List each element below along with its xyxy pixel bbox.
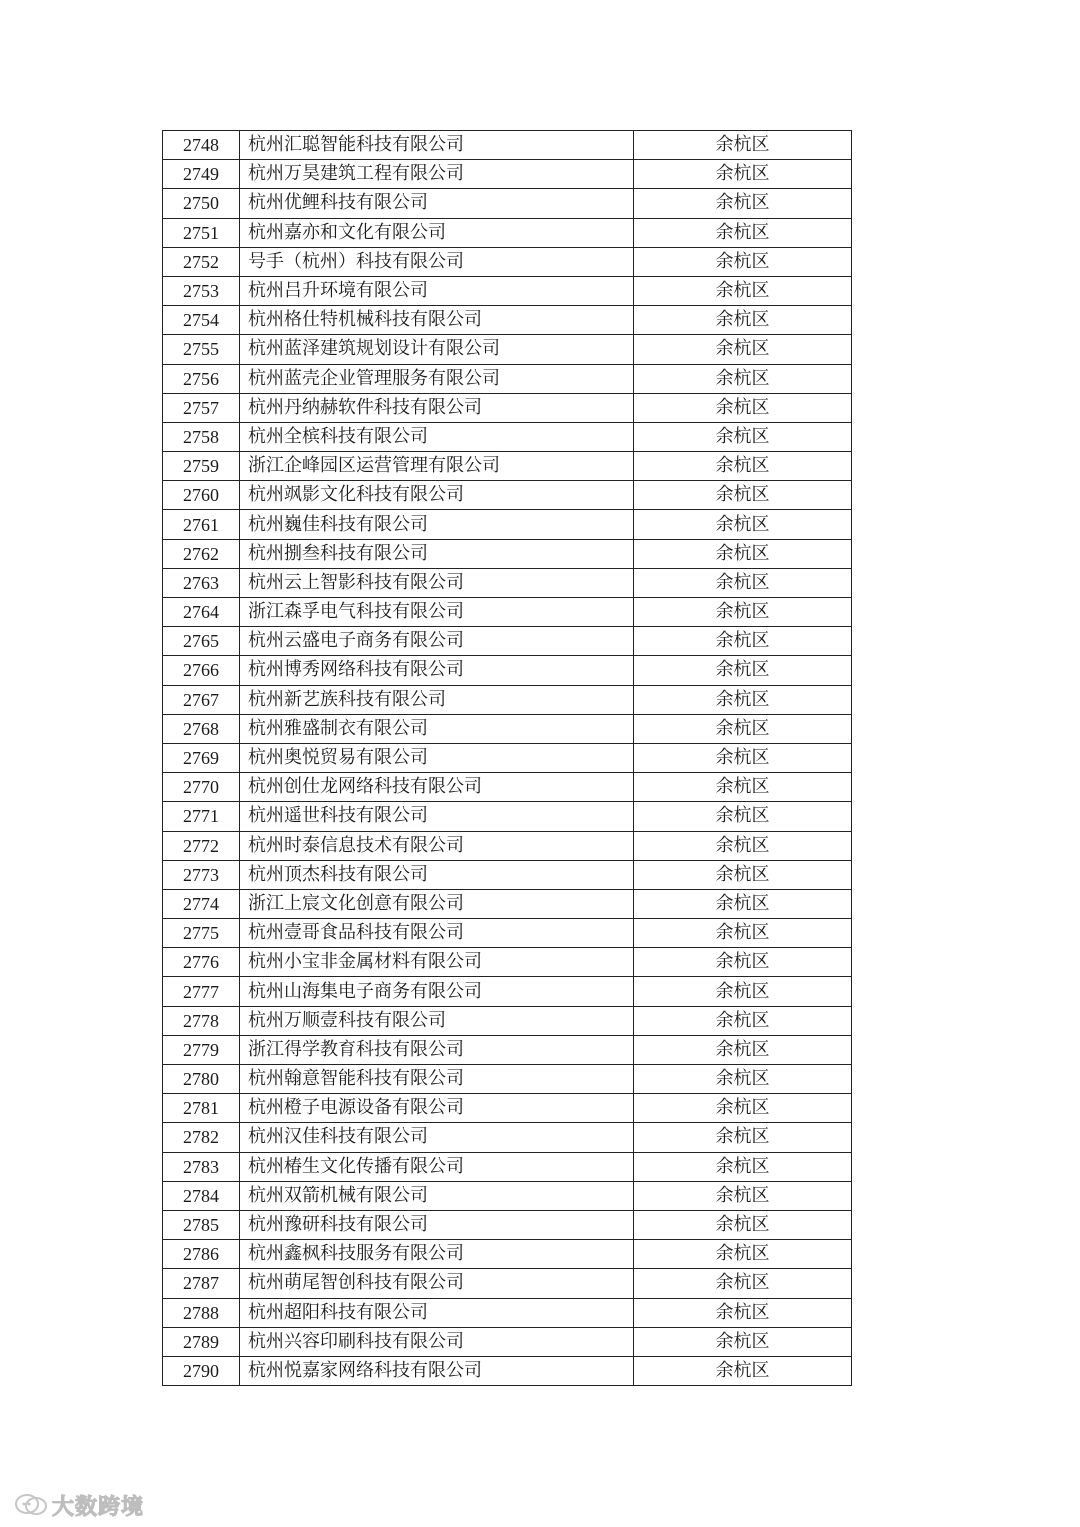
row-number-cell: 2785	[163, 1210, 240, 1239]
company-name-cell: 杭州小宝非金属材料有限公司	[240, 948, 634, 977]
company-name-cell: 杭州蓝泽建筑规划设计有限公司	[240, 335, 634, 364]
table-row	[163, 189, 852, 218]
company-name-cell: 杭州山海集电子商务有限公司	[240, 977, 634, 1006]
district-cell: 余杭区	[634, 714, 852, 743]
company-name-cell: 杭州顶杰科技有限公司	[240, 860, 634, 889]
district-cell: 余杭区	[634, 131, 852, 160]
company-name-cell: 杭州万昊建筑工程有限公司	[240, 160, 634, 189]
district-cell: 余杭区	[634, 1006, 852, 1035]
company-list-table	[162, 130, 852, 1386]
watermark-text: 大数跨境	[52, 1494, 145, 1520]
table-row	[163, 452, 852, 481]
district-cell: 余杭区	[634, 335, 852, 364]
company-name-cell: 杭州雅盛制衣有限公司	[240, 714, 634, 743]
table-row	[163, 889, 852, 918]
row-number-cell: 2751	[163, 218, 240, 247]
district-cell: 余杭区	[634, 1094, 852, 1123]
district-cell: 余杭区	[634, 1298, 852, 1327]
company-name-cell: 杭州蓝壳企业管理服务有限公司	[240, 364, 634, 393]
district-cell: 余杭区	[634, 1035, 852, 1064]
row-number-cell: 2753	[163, 276, 240, 305]
district-cell: 余杭区	[634, 1269, 852, 1298]
table-row	[163, 1181, 852, 1210]
row-number-cell: 2752	[163, 247, 240, 276]
district-cell: 余杭区	[634, 393, 852, 422]
table-row	[163, 539, 852, 568]
table-row	[163, 860, 852, 889]
row-number-cell: 2773	[163, 860, 240, 889]
table-row	[163, 802, 852, 831]
district-cell: 余杭区	[634, 1123, 852, 1152]
district-cell: 余杭区	[634, 948, 852, 977]
district-cell: 余杭区	[634, 1356, 852, 1385]
row-number-cell: 2790	[163, 1356, 240, 1385]
district-cell: 余杭区	[634, 189, 852, 218]
company-name-cell: 杭州双箭机械有限公司	[240, 1181, 634, 1210]
table-row	[163, 1269, 852, 1298]
district-cell: 余杭区	[634, 831, 852, 860]
company-name-cell: 杭州嘉亦和文化有限公司	[240, 218, 634, 247]
table-body	[163, 131, 852, 1386]
table-row	[163, 598, 852, 627]
district-cell: 余杭区	[634, 160, 852, 189]
district-cell: 余杭区	[634, 276, 852, 305]
table-row	[163, 510, 852, 539]
watermark	[14, 1490, 144, 1520]
table-row	[163, 1298, 852, 1327]
company-name-cell: 杭州飒影文化科技有限公司	[240, 481, 634, 510]
table-row	[163, 656, 852, 685]
company-name-cell: 杭州时泰信息技术有限公司	[240, 831, 634, 860]
company-name-cell: 杭州汉佳科技有限公司	[240, 1123, 634, 1152]
district-cell: 余杭区	[634, 1210, 852, 1239]
table-row	[163, 1123, 852, 1152]
row-number-cell: 2762	[163, 539, 240, 568]
company-name-cell: 浙江得学教育科技有限公司	[240, 1035, 634, 1064]
district-cell: 余杭区	[634, 1327, 852, 1356]
row-number-cell: 2749	[163, 160, 240, 189]
company-name-cell: 杭州汇聪智能科技有限公司	[240, 131, 634, 160]
table-row	[163, 1065, 852, 1094]
company-name-cell: 杭州格仕特机械科技有限公司	[240, 306, 634, 335]
row-number-cell: 2777	[163, 977, 240, 1006]
district-cell: 余杭区	[634, 1240, 852, 1269]
table-row	[163, 1152, 852, 1181]
row-number-cell: 2758	[163, 422, 240, 451]
row-number-cell: 2772	[163, 831, 240, 860]
row-number-cell: 2778	[163, 1006, 240, 1035]
district-cell: 余杭区	[634, 743, 852, 772]
table-row	[163, 218, 852, 247]
company-name-cell: 杭州全槟科技有限公司	[240, 422, 634, 451]
row-number-cell: 2779	[163, 1035, 240, 1064]
row-number-cell: 2750	[163, 189, 240, 218]
district-cell: 余杭区	[634, 510, 852, 539]
row-number-cell: 2786	[163, 1240, 240, 1269]
row-number-cell: 2776	[163, 948, 240, 977]
district-cell: 余杭区	[634, 773, 852, 802]
district-cell: 余杭区	[634, 481, 852, 510]
row-number-cell: 2783	[163, 1152, 240, 1181]
district-cell: 余杭区	[634, 218, 852, 247]
row-number-cell: 2754	[163, 306, 240, 335]
district-cell: 余杭区	[634, 452, 852, 481]
table-row	[163, 393, 852, 422]
district-cell: 余杭区	[634, 627, 852, 656]
company-name-cell: 杭州兴容印刷科技有限公司	[240, 1327, 634, 1356]
company-name-cell: 杭州优鲤科技有限公司	[240, 189, 634, 218]
company-name-cell: 杭州悦嘉家网络科技有限公司	[240, 1356, 634, 1385]
row-number-cell: 2770	[163, 773, 240, 802]
district-cell: 余杭区	[634, 364, 852, 393]
table-row	[163, 743, 852, 772]
row-number-cell: 2787	[163, 1269, 240, 1298]
district-cell: 余杭区	[634, 656, 852, 685]
company-name-cell: 杭州超阳科技有限公司	[240, 1298, 634, 1327]
table-row	[163, 1327, 852, 1356]
company-name-cell: 杭州奥悦贸易有限公司	[240, 743, 634, 772]
company-name-cell: 杭州萌尾智创科技有限公司	[240, 1269, 634, 1298]
row-number-cell: 2757	[163, 393, 240, 422]
table-row	[163, 627, 852, 656]
company-name-cell: 浙江企峰园区运营管理有限公司	[240, 452, 634, 481]
chat-bubble-logo-icon	[14, 1493, 48, 1517]
row-number-cell: 2769	[163, 743, 240, 772]
row-number-cell: 2766	[163, 656, 240, 685]
district-cell: 余杭区	[634, 1152, 852, 1181]
district-cell: 余杭区	[634, 977, 852, 1006]
table-row	[163, 831, 852, 860]
row-number-cell: 2760	[163, 481, 240, 510]
row-number-cell: 2774	[163, 889, 240, 918]
row-number-cell: 2765	[163, 627, 240, 656]
row-number-cell: 2748	[163, 131, 240, 160]
table-row	[163, 131, 852, 160]
company-name-cell: 号手（杭州）科技有限公司	[240, 247, 634, 276]
table-row	[163, 422, 852, 451]
row-number-cell: 2775	[163, 919, 240, 948]
company-name-cell: 杭州创仕龙网络科技有限公司	[240, 773, 634, 802]
table-row	[163, 1356, 852, 1385]
row-number-cell: 2781	[163, 1094, 240, 1123]
row-number-cell: 2768	[163, 714, 240, 743]
row-number-cell: 2755	[163, 335, 240, 364]
company-list-table-container	[162, 130, 851, 1386]
district-cell: 余杭区	[634, 247, 852, 276]
row-number-cell: 2788	[163, 1298, 240, 1327]
table-row	[163, 919, 852, 948]
district-cell: 余杭区	[634, 1065, 852, 1094]
table-row	[163, 364, 852, 393]
table-row	[163, 335, 852, 364]
company-name-cell: 浙江上宸文化创意有限公司	[240, 889, 634, 918]
table-row	[163, 568, 852, 597]
table-row	[163, 1210, 852, 1239]
table-row	[163, 276, 852, 305]
company-name-cell: 杭州新艺族科技有限公司	[240, 685, 634, 714]
district-cell: 余杭区	[634, 802, 852, 831]
table-row	[163, 306, 852, 335]
table-row	[163, 1240, 852, 1269]
row-number-cell: 2761	[163, 510, 240, 539]
company-name-cell: 杭州捌叁科技有限公司	[240, 539, 634, 568]
table-row	[163, 714, 852, 743]
row-number-cell: 2767	[163, 685, 240, 714]
table-row	[163, 1006, 852, 1035]
district-cell: 余杭区	[634, 860, 852, 889]
district-cell: 余杭区	[634, 306, 852, 335]
company-name-cell: 杭州吕升环境有限公司	[240, 276, 634, 305]
row-number-cell: 2780	[163, 1065, 240, 1094]
company-name-cell: 杭州万顺壹科技有限公司	[240, 1006, 634, 1035]
row-number-cell: 2771	[163, 802, 240, 831]
company-name-cell: 杭州鑫枫科技服务有限公司	[240, 1240, 634, 1269]
company-name-cell: 杭州壹哥食品科技有限公司	[240, 919, 634, 948]
district-cell: 余杭区	[634, 422, 852, 451]
row-number-cell: 2789	[163, 1327, 240, 1356]
row-number-cell: 2764	[163, 598, 240, 627]
district-cell: 余杭区	[634, 568, 852, 597]
district-cell: 余杭区	[634, 685, 852, 714]
company-name-cell: 杭州翰意智能科技有限公司	[240, 1065, 634, 1094]
company-name-cell: 浙江森孚电气科技有限公司	[240, 598, 634, 627]
table-row	[163, 1094, 852, 1123]
row-number-cell: 2759	[163, 452, 240, 481]
company-name-cell: 杭州云上智影科技有限公司	[240, 568, 634, 597]
company-name-cell: 杭州巍佳科技有限公司	[240, 510, 634, 539]
district-cell: 余杭区	[634, 1181, 852, 1210]
table-row	[163, 773, 852, 802]
row-number-cell: 2784	[163, 1181, 240, 1210]
table-row	[163, 685, 852, 714]
table-row	[163, 247, 852, 276]
row-number-cell: 2782	[163, 1123, 240, 1152]
district-cell: 余杭区	[634, 919, 852, 948]
company-name-cell: 杭州遥世科技有限公司	[240, 802, 634, 831]
district-cell: 余杭区	[634, 539, 852, 568]
table-row	[163, 1035, 852, 1064]
company-name-cell: 杭州橙子电源设备有限公司	[240, 1094, 634, 1123]
table-row	[163, 948, 852, 977]
company-name-cell: 杭州云盛电子商务有限公司	[240, 627, 634, 656]
district-cell: 余杭区	[634, 598, 852, 627]
company-name-cell: 杭州丹纳赫软件科技有限公司	[240, 393, 634, 422]
table-row	[163, 160, 852, 189]
company-name-cell: 杭州博秀网络科技有限公司	[240, 656, 634, 685]
district-cell: 余杭区	[634, 889, 852, 918]
company-name-cell: 杭州豫研科技有限公司	[240, 1210, 634, 1239]
row-number-cell: 2763	[163, 568, 240, 597]
row-number-cell: 2756	[163, 364, 240, 393]
company-name-cell: 杭州椿生文化传播有限公司	[240, 1152, 634, 1181]
table-row	[163, 481, 852, 510]
table-row	[163, 977, 852, 1006]
